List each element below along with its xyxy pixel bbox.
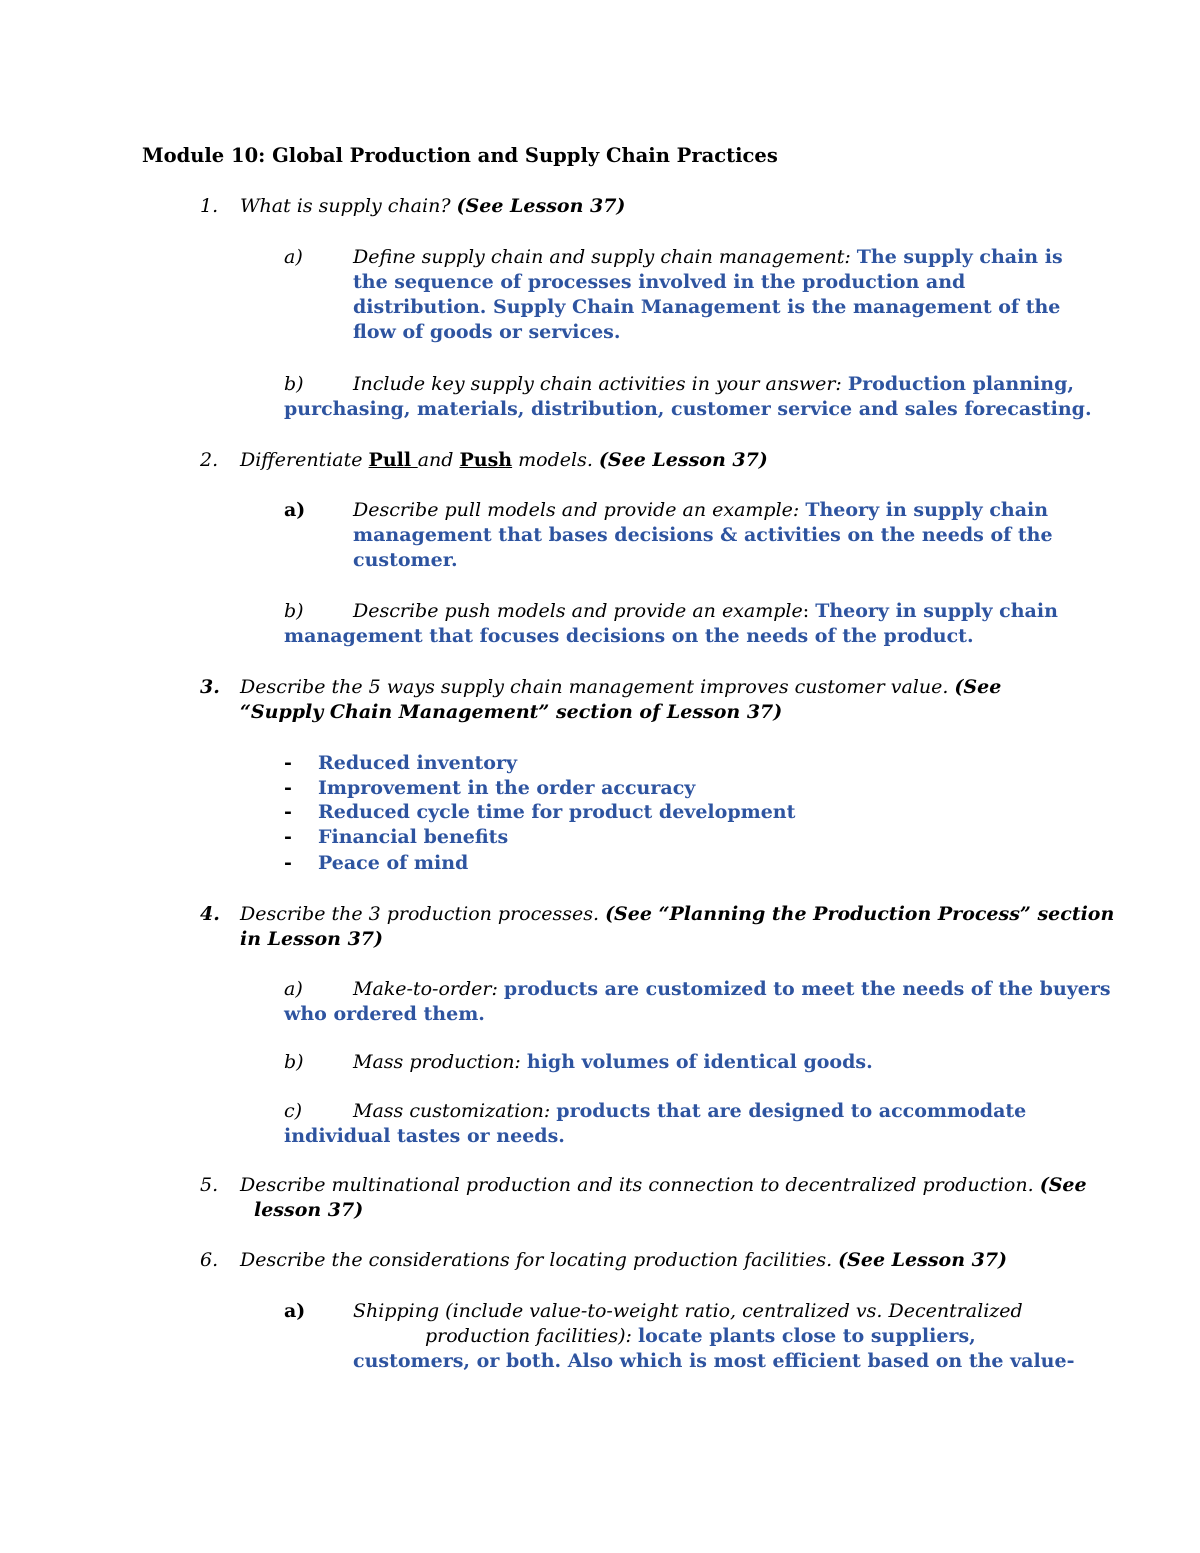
lesson-reference: in Lesson 37) [240,928,384,950]
question-text [240,902,1114,927]
lesson-reference: lesson 37) [254,1199,364,1221]
bullet-dash: - [284,752,292,774]
answer-line [353,599,1058,624]
answer-text: Production planning, [847,373,1074,395]
item-prompt: Describe push models and provide an example [353,600,803,622]
item-label: b) [284,600,304,622]
list-item: Improvement in the order accuracy [318,777,696,799]
answer-text: purchasing, materials, distribution, customer service and sales forecasting. [284,398,1092,420]
question-prompt: and [417,449,460,471]
answer-text: products that are designed to accommodate [556,1100,1027,1122]
answer-text: customer. [353,549,458,571]
answer-text: the sequence of processes involved in the production and [353,271,966,293]
question-prompt: Describe the 5 ways supply chain management improves customer value. [240,676,955,698]
answer-line [353,1099,1026,1124]
pull-term: Pull [368,449,418,471]
lesson-reference: (See Lesson 37) [838,1249,1008,1271]
question-number: 4. [200,903,220,925]
item-label: b) [284,373,304,395]
question-prompt: models. [512,449,599,471]
question-prompt: Describe the 3 production processes. [240,903,606,925]
answer-text: management that bases decisions & activities on the needs of the [353,524,1053,546]
lesson-reference: “Supply Chain Management” section of Lesson 37) [240,701,783,723]
item-label: c) [284,1100,303,1122]
answer-text: Theory in supply chain [805,499,1049,521]
item-prompt: production facilities): [425,1325,638,1347]
question-number: 3. [200,676,220,698]
question-prompt: Describe multinational production and its connection to decentralized production. [240,1174,1040,1196]
question-prompt: What is supply chain? [240,195,457,217]
question-prompt: Differentiate [240,449,369,471]
item-prompt: Make-to-order: [353,978,504,1000]
question-text [240,675,1001,700]
answer-text: distribution. Supply Chain Management is the management of the [353,296,1061,318]
bullet-dash: - [284,801,292,823]
answer-text: flow of goods or services. [353,321,621,343]
item-prompt: Shipping (include value-to-weight ratio, centralized vs. Decentralized [353,1300,1023,1322]
page-title: Module 10: Global Production and Supply Chain Practices [142,144,778,167]
question-text [240,194,625,219]
question-text [240,1173,1087,1198]
answer-text: Theory in supply chain [815,600,1058,622]
item-prompt: Describe pull models and provide an example: [353,499,806,521]
question-number: 6. [200,1249,219,1271]
answer-line [353,977,1111,1002]
question-text [240,448,768,473]
question-number: 1. [200,195,219,217]
item-label: a) [284,1300,306,1322]
answer-line [353,372,1074,397]
bullet-dash: - [284,852,292,874]
answer-text: products are customized to meet the needs of the buyers [503,978,1111,1000]
answer-text: customers, or both. Also which is most efficient based on the value- [353,1350,1075,1372]
list-item: Peace of mind [318,852,469,874]
item-prompt: Include key supply chain activities in your answer: [353,373,848,395]
answer-text: high volumes of identical goods. [526,1051,873,1073]
lesson-reference: (See [1039,1174,1087,1196]
list-item: Reduced cycle time for product development [318,801,796,823]
item-prompt: Mass customization: [353,1100,557,1122]
answer-text: who ordered them. [284,1003,485,1025]
question-prompt: Describe the considerations for locating production facilities. [240,1249,839,1271]
answer-line [353,245,1063,270]
answer-text: individual tastes or needs. [284,1125,565,1147]
item-prompt: Define supply chain and supply chain management: [353,246,857,268]
lesson-reference: (See “Planning the Production Process” section [605,903,1115,925]
bullet-dash: - [284,777,292,799]
lesson-reference: (See Lesson 37) [598,449,768,471]
list-item: Financial benefits [318,826,509,848]
answer-line [353,498,1048,523]
answer-text: management that focuses decisions on the needs of the product. [284,625,974,647]
answer-line [425,1324,976,1349]
item-label: a) [284,246,303,268]
item-label: b) [284,1051,304,1073]
item-label: a) [284,499,306,521]
colon: : [802,600,816,622]
question-number: 2. [200,449,219,471]
item-label: a) [284,978,303,1000]
question-number: 5. [200,1174,219,1196]
item-prompt: Mass production: [353,1051,527,1073]
lesson-reference: (See [954,676,1002,698]
list-item: Reduced inventory [318,752,518,774]
bullet-dash: - [284,826,292,848]
question-text [240,1248,1007,1273]
push-term: Push [459,449,513,471]
lesson-reference: (See Lesson 37) [456,195,626,217]
answer-text: locate plants close to suppliers, [637,1325,976,1347]
answer-line [353,1050,873,1075]
answer-text: The supply chain is [856,246,1063,268]
